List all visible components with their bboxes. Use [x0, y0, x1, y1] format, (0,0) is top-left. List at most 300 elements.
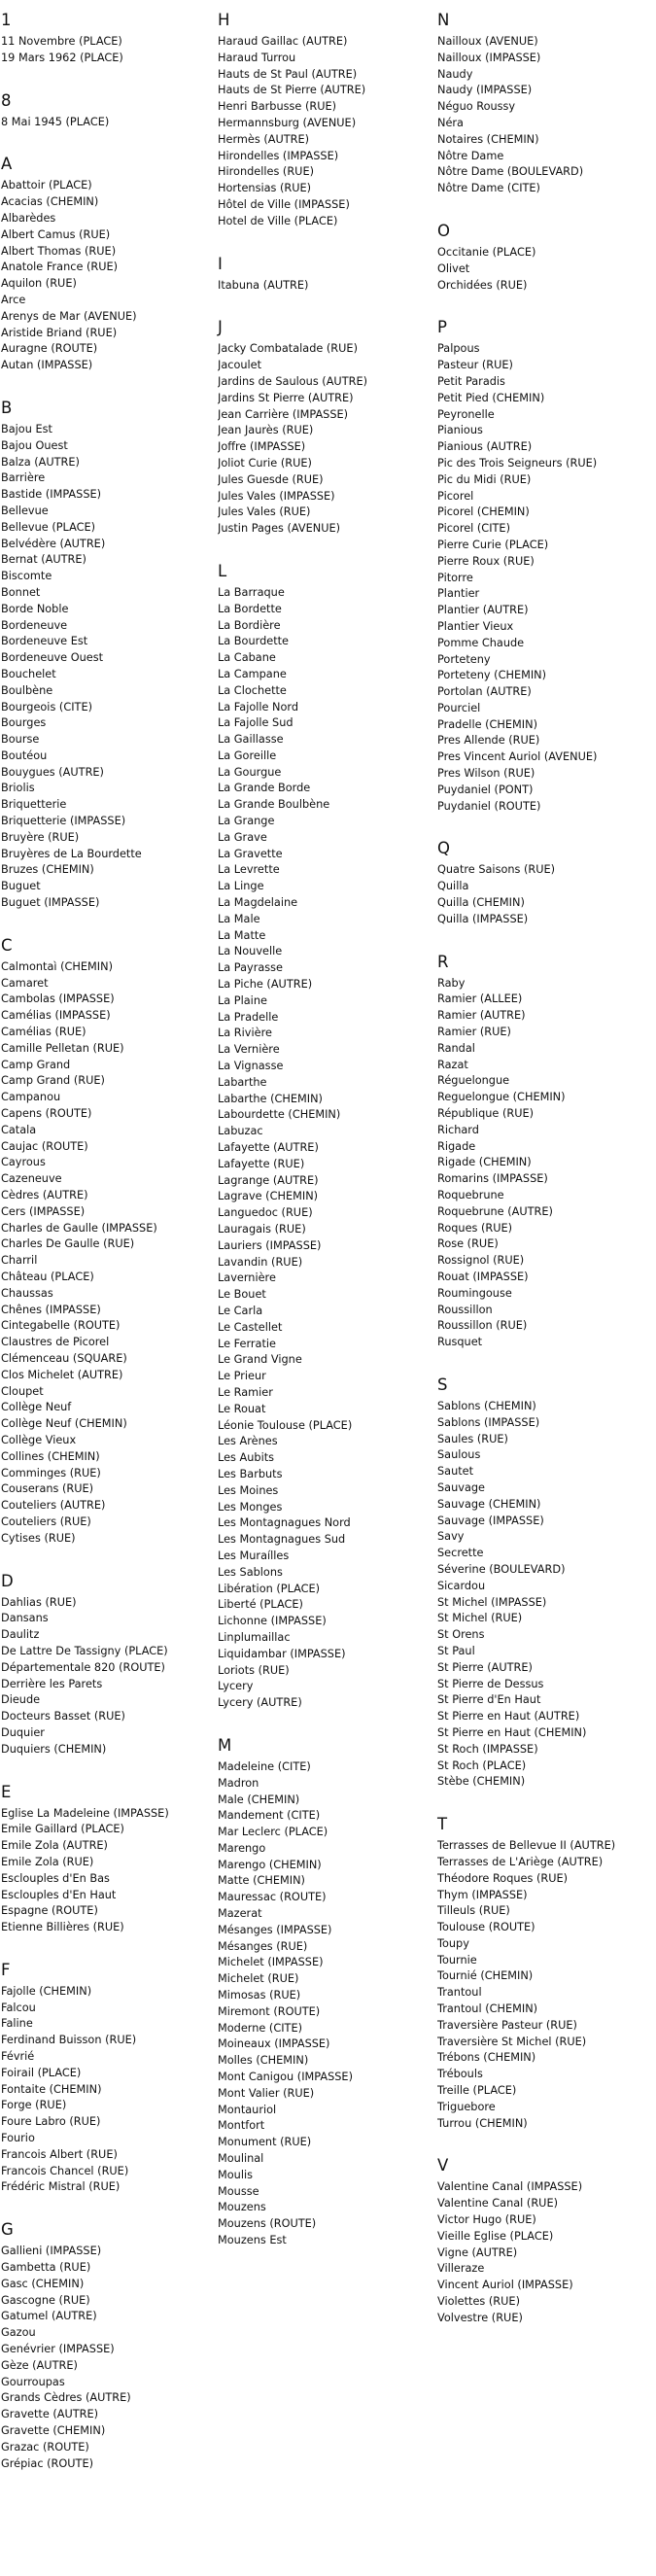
- street-entry: Pierre Curie (PLACE): [437, 538, 549, 551]
- letter-section: [437, 1375, 655, 1791]
- street-entry: Vigne (AUTRE): [437, 2245, 518, 2259]
- street-entry: Le Rouat: [218, 1402, 266, 1415]
- street-entry: Daulitz: [1, 1628, 40, 1642]
- street-entry: Charles de Gaulle (IMPASSE): [1, 1221, 157, 1235]
- street-entry: Bordeneuve Ouest: [1, 651, 104, 665]
- street-entry: Lauriers (IMPASSE): [218, 1238, 322, 1252]
- letter-section: [218, 1735, 432, 2249]
- street-entry: Caujac (ROUTE): [1, 1139, 88, 1153]
- street-entry: St Michel (IMPASSE): [437, 1595, 547, 1609]
- street-list: [218, 34, 432, 230]
- street-entry: Sautet: [437, 1465, 474, 1479]
- street-entry: Pres Wilson (RUE): [437, 767, 535, 781]
- street-entry: Michelet (IMPASSE): [218, 1956, 324, 1969]
- street-entry: Marengo (CHEMIN): [218, 1858, 322, 1871]
- street-entry: Francois Chancel (RUE): [1, 2164, 129, 2177]
- street-entry: Nôtre Dame (BOULEVARD): [437, 165, 584, 179]
- street-entry: Vincent Auriol (IMPASSE): [437, 2279, 573, 2292]
- street-entry: Rigade: [437, 1139, 476, 1153]
- street-entry: Gravette (AUTRE): [1, 2408, 99, 2421]
- street-entry: Lycery (AUTRE): [218, 1696, 302, 1710]
- street-entry: Nôtre Dame: [437, 149, 504, 162]
- street-entry: Boutéou: [1, 748, 48, 762]
- street-entry: Roquebrune (AUTRE): [437, 1204, 553, 1218]
- street-entry: Bourges: [1, 716, 47, 730]
- street-entry: Hirondelles (IMPASSE): [218, 149, 339, 162]
- street-entry: Picorel (CHEMIN): [437, 505, 530, 519]
- street-entry: Porteteny: [437, 652, 491, 666]
- street-entry: Gèze (AUTRE): [1, 2358, 78, 2372]
- street-entry: Puydaniel (PONT): [437, 783, 534, 796]
- street-entry: Saules (RUE): [437, 1432, 508, 1445]
- street-entry: Terrasses de Bellevue II (AUTRE): [437, 1839, 616, 1853]
- street-entry: Boulbène: [1, 683, 53, 697]
- street-entry: Gascogne (RUE): [1, 2293, 90, 2307]
- street-entry: Château (PLACE): [1, 1271, 94, 1283]
- street-entry: Abattoir (PLACE): [1, 179, 92, 192]
- section-letter-heading: R: [437, 952, 449, 971]
- street-entry: Male (CHEMIN): [218, 1793, 300, 1806]
- street-entry: La Cabane: [218, 651, 276, 665]
- street-entry: St Pierre d'En Haut: [437, 1693, 541, 1707]
- street-entry: Moineaux (IMPASSE): [218, 2037, 330, 2051]
- street-entry: La Piche (AUTRE): [218, 978, 313, 992]
- street-entry: Docteurs Basset (RUE): [1, 1710, 125, 1723]
- letter-section: [1, 935, 205, 1548]
- street-entry: La Campane: [218, 667, 287, 680]
- letter-section: [1, 398, 205, 912]
- section-letter-heading: O: [437, 221, 450, 240]
- street-entry: Théodore Roques (RUE): [437, 1871, 569, 1885]
- street-entry: Madeleine (CITE): [218, 1759, 311, 1773]
- street-entry: Madron: [218, 1776, 259, 1790]
- section-letter-heading: H: [218, 11, 230, 29]
- street-entry: Picorel (CITE): [437, 522, 510, 536]
- street-entry: Roquebrune: [437, 1189, 504, 1202]
- street-entry: La Nouvelle: [218, 945, 283, 958]
- street-entry: Ramier (AUTRE): [437, 1009, 526, 1023]
- index-column-2: [218, 10, 432, 2273]
- street-entry: Emile Zola (RUE): [1, 1855, 94, 1868]
- street-entry: Séverine (BOULEVARD): [437, 1562, 566, 1576]
- section-letter-heading: I: [218, 254, 223, 273]
- street-entry: Lafayette (RUE): [218, 1157, 305, 1170]
- street-entry: Sauvage (CHEMIN): [437, 1497, 541, 1511]
- letter-section: [218, 561, 432, 1712]
- street-entry: Libération (PLACE): [218, 1582, 321, 1595]
- street-entry: Mont Valier (RUE): [218, 2086, 315, 2100]
- street-entry: La Grave: [218, 830, 267, 844]
- street-entry: Hotel de Ville (PLACE): [218, 214, 338, 227]
- street-entry: Randal: [437, 1041, 475, 1055]
- street-entry: Mouzens (ROUTE): [218, 2217, 317, 2231]
- street-entry: La Linge: [218, 880, 264, 893]
- street-entry: Villeraze: [437, 2262, 485, 2276]
- letter-section: [1, 154, 205, 374]
- street-entry: Notaires (CHEMIN): [437, 132, 539, 146]
- street-entry: République (RUE): [437, 1107, 535, 1121]
- street-entry: Traversière Pasteur (RUE): [437, 2018, 577, 2032]
- street-entry: La Vignasse: [218, 1060, 284, 1073]
- street-entry: Monument (RUE): [218, 2136, 312, 2149]
- street-entry: Sauvage (IMPASSE): [437, 1514, 544, 1527]
- street-entry: Ramier (ALLEE): [437, 992, 523, 1006]
- street-entry: Jules Vales (RUE): [218, 505, 311, 519]
- street-entry: La Matte: [218, 928, 266, 942]
- letter-section: [1, 1960, 205, 2196]
- street-entry: Quilla: [437, 880, 469, 893]
- street-entry: Pic des Trois Seigneurs (RUE): [437, 456, 598, 470]
- street-entry: Puydaniel (ROUTE): [437, 799, 541, 813]
- street-entry: St Pierre (AUTRE): [437, 1660, 533, 1674]
- street-entry: Jardins de Saulous (AUTRE): [218, 374, 367, 388]
- street-entry: Sauvage: [437, 1480, 485, 1494]
- letter-section: [1, 10, 205, 67]
- street-entry: Pitorre: [437, 571, 473, 584]
- street-entry: Gravette (CHEMIN): [1, 2424, 106, 2438]
- street-entry: La Bordette: [218, 602, 282, 615]
- street-entry: 11 Novembre (PLACE): [1, 35, 122, 48]
- street-entry: Jules Guesde (RUE): [218, 472, 324, 486]
- street-entry: La Gravette: [218, 847, 283, 860]
- street-entry: Acacias (CHEMIN): [1, 195, 99, 209]
- street-entry: Les Aubits: [218, 1451, 275, 1465]
- street-entry: Petit Paradis: [437, 374, 505, 388]
- street-entry: Matte (CHEMIN): [218, 1874, 305, 1888]
- section-letter-heading: F: [1, 1960, 11, 1979]
- street-entry: La Plaine: [218, 993, 267, 1007]
- street-entry: Le Grand Vigne: [218, 1353, 302, 1367]
- street-entry: Lafayette (AUTRE): [218, 1141, 319, 1155]
- street-entry: St Pierre de Dessus: [437, 1677, 544, 1690]
- street-entry: Michelet (RUE): [218, 1972, 299, 1986]
- street-entry: Claustres de Picorel: [1, 1336, 110, 1349]
- street-entry: Trébons (CHEMIN): [437, 2051, 536, 2065]
- street-entry: Liberté (PLACE): [218, 1598, 303, 1612]
- street-entry: Hirondelles (RUE): [218, 165, 314, 179]
- street-entry: Ramier (RUE): [437, 1026, 511, 1039]
- street-entry: Labarthe: [218, 1075, 267, 1089]
- street-entry: Hauts de St Paul (AUTRE): [218, 67, 358, 81]
- street-entry: Mésanges (RUE): [218, 1939, 308, 1953]
- street-entry: 8 Mai 1945 (PLACE): [1, 115, 110, 128]
- street-entry: Fourio: [1, 2132, 35, 2145]
- street-entry: Cintegabelle (ROUTE): [1, 1319, 121, 1333]
- street-entry: Roussillon (RUE): [437, 1319, 528, 1333]
- street-entry: Réguelongue: [437, 1074, 510, 1088]
- street-list: [218, 585, 432, 1712]
- street-entry: Dahlias (RUE): [1, 1595, 77, 1609]
- street-entry: Montfort: [218, 2119, 265, 2133]
- street-entry: Jean Jaurès (RUE): [218, 424, 314, 437]
- street-entry: Mandement (CITE): [218, 1809, 321, 1823]
- street-entry: Justin Pages (AVENUE): [218, 522, 341, 536]
- street-entry: Clémenceau (SQUARE): [1, 1351, 127, 1365]
- street-entry: Cayrous: [1, 1156, 46, 1169]
- street-entry: Jacky Combatalade (RUE): [218, 342, 358, 356]
- street-entry: La Vernière: [218, 1043, 280, 1057]
- street-entry: St Michel (RUE): [437, 1612, 523, 1625]
- street-entry: Pourciel: [437, 701, 481, 714]
- street-entry: Jardins St Pierre (AUTRE): [218, 391, 354, 404]
- street-list: [1, 422, 205, 912]
- street-entry: Emile Gaillard (PLACE): [1, 1823, 124, 1836]
- street-entry: La Levrette: [218, 863, 280, 877]
- street-entry: Anatole France (RUE): [1, 261, 119, 274]
- street-entry: Lagrange (AUTRE): [218, 1173, 319, 1187]
- street-entry: Lycery: [218, 1680, 254, 1693]
- street-entry: Francois Albert (RUE): [1, 2147, 118, 2161]
- street-entry: St Orens: [437, 1628, 485, 1642]
- section-letter-heading: T: [437, 1815, 448, 1834]
- street-list: [1, 1806, 205, 1936]
- letter-section: [1, 90, 205, 131]
- section-letter-heading: 1: [1, 11, 12, 29]
- street-entry: Arce: [1, 293, 26, 306]
- street-entry: De Lattre De Tassigny (PLACE): [1, 1644, 168, 1657]
- street-entry: La Gaillasse: [218, 733, 284, 747]
- street-entry: Saulous: [437, 1448, 481, 1462]
- street-entry: Hermès (AUTRE): [218, 132, 310, 146]
- index-column-1: [1, 10, 205, 2495]
- street-entry: La Pradelle: [218, 1010, 279, 1024]
- street-entry: Bordeneuve: [1, 618, 68, 632]
- street-entry: La Fajolle Nord: [218, 700, 299, 714]
- street-entry: Néra: [437, 116, 464, 129]
- street-entry: Jules Vales (IMPASSE): [218, 489, 335, 503]
- street-entry: Briolis: [1, 782, 35, 795]
- street-entry: Mimosas (RUE): [218, 1989, 301, 2002]
- street-entry: Lavernière: [218, 1271, 276, 1285]
- street-entry: Mousse: [218, 2184, 259, 2198]
- street-entry: La Grande Boulbène: [218, 798, 330, 812]
- street-entry: La Barraque: [218, 585, 285, 599]
- street-entry: Porteteny (CHEMIN): [437, 669, 547, 682]
- street-entry: Bruzes (CHEMIN): [1, 863, 94, 877]
- street-entry: Rouat (IMPASSE): [437, 1271, 529, 1283]
- street-entry: Dieude: [1, 1693, 41, 1707]
- street-entry: Roussillon: [437, 1303, 493, 1316]
- street-entry: Naudy: [437, 67, 473, 81]
- letter-section: [437, 221, 655, 294]
- street-entry: Pianious (AUTRE): [437, 440, 533, 454]
- street-entry: Joffre (IMPASSE): [218, 440, 306, 454]
- section-letter-heading: Q: [437, 839, 450, 858]
- street-entry: Barrière: [1, 471, 46, 485]
- street-entry: Les Monges: [218, 1500, 283, 1514]
- street-entry: Miremont (ROUTE): [218, 2004, 321, 2018]
- street-entry: La Payrasse: [218, 961, 284, 975]
- street-entry: Ferdinand Buisson (RUE): [1, 2034, 137, 2047]
- letter-section: [437, 1814, 655, 2132]
- street-entry: Trantoul: [437, 1986, 482, 2000]
- street-entry: Collège Vieux: [1, 1433, 77, 1446]
- street-list: [218, 1759, 432, 2249]
- street-entry: Valentine Canal (IMPASSE): [437, 2180, 583, 2194]
- section-letter-heading: L: [218, 561, 227, 580]
- street-entry: Balza (AUTRE): [1, 455, 80, 469]
- street-entry: Linplumaillac: [218, 1630, 291, 1644]
- street-list: [437, 34, 655, 197]
- street-entry: Eglise La Madeleine (IMPASSE): [1, 1806, 169, 1820]
- street-entry: Aquilon (RUE): [1, 277, 77, 291]
- street-entry: Bouchelet: [1, 667, 56, 680]
- street-entry: Pianious: [437, 424, 483, 437]
- street-entry: St Pierre en Haut (AUTRE): [437, 1710, 580, 1723]
- street-entry: Belvédère (AUTRE): [1, 537, 106, 550]
- street-entry: Bordeneuve Est: [1, 635, 88, 648]
- street-entry: Nailloux (IMPASSE): [437, 51, 541, 64]
- letter-section: [437, 838, 655, 927]
- street-entry: Bajou Est: [1, 422, 52, 435]
- street-entry: Départementale 820 (ROUTE): [1, 1660, 165, 1674]
- street-entry: Petit Pied (CHEMIN): [437, 391, 545, 404]
- street-entry: Camélias (RUE): [1, 1026, 86, 1039]
- letter-section: [437, 2155, 655, 2326]
- street-entry: Léonie Toulouse (PLACE): [218, 1418, 353, 1432]
- street-entry: Bonnet: [1, 585, 41, 599]
- street-entry: La Clochette: [218, 683, 287, 697]
- street-entry: Valentine Canal (RUE): [437, 2197, 558, 2210]
- letter-section: [218, 317, 432, 538]
- street-entry: Toupy: [437, 1936, 469, 1950]
- street-entry: Roumingouse: [437, 1286, 512, 1300]
- street-entry: Quatre Saisons (RUE): [437, 863, 556, 877]
- street-entry: Cloupet: [1, 1384, 44, 1398]
- street-entry: Buguet: [1, 880, 41, 893]
- letter-section: [437, 10, 655, 197]
- street-entry: Capens (ROUTE): [1, 1107, 92, 1121]
- street-entry: Esclouples d'En Bas: [1, 1871, 110, 1885]
- street-entry: Cers (IMPASSE): [1, 1204, 86, 1218]
- letter-section: [218, 10, 432, 230]
- street-entry: Chênes (IMPASSE): [1, 1303, 101, 1316]
- street-entry: Hauts de St Pierre (AUTRE): [218, 84, 366, 97]
- street-entry: Fajolle (CHEMIN): [1, 1984, 92, 1998]
- street-entry: La Goreille: [218, 748, 277, 762]
- street-entry: Pradelle (CHEMIN): [437, 717, 537, 731]
- street-entry: Itabuna (AUTRE): [218, 278, 309, 292]
- street-entry: St Paul: [437, 1644, 475, 1657]
- street-entry: Razat: [437, 1058, 468, 1071]
- street-list: [437, 976, 655, 1351]
- street-entry: Lagrave (CHEMIN): [218, 1190, 319, 1203]
- street-entry: Sablons (CHEMIN): [437, 1399, 536, 1412]
- street-list: [1, 2244, 205, 2472]
- street-entry: Labuzac: [218, 1125, 263, 1138]
- street-entry: Mésanges (IMPASSE): [218, 1923, 332, 1936]
- letter-section: [437, 317, 655, 815]
- street-list: [1, 959, 205, 1548]
- street-entry: St Roch (IMPASSE): [437, 1742, 538, 1756]
- street-entry: Briquetterie: [1, 798, 67, 812]
- street-entry: Charril: [1, 1254, 38, 1268]
- street-entry: Trantoul (CHEMIN): [437, 2002, 538, 2016]
- street-entry: Mouzens Est: [218, 2234, 287, 2247]
- street-entry: Les Montagnagues Sud: [218, 1533, 346, 1547]
- street-entry: Bourse: [1, 733, 40, 747]
- street-entry: Borde Noble: [1, 602, 69, 615]
- street-entry: Joliot Curie (RUE): [218, 456, 312, 470]
- street-entry: Collège Neuf (CHEMIN): [1, 1417, 127, 1431]
- street-entry: La Gourgue: [218, 765, 282, 779]
- street-entry: Camp Grand (RUE): [1, 1074, 105, 1088]
- street-entry: Bruyères de La Bourdette: [1, 847, 142, 860]
- street-entry: La Grange: [218, 815, 275, 828]
- street-entry: Fontaite (CHEMIN): [1, 2082, 102, 2096]
- street-entry: Les Muraílles: [218, 1549, 290, 1562]
- street-entry: Reguelongue (CHEMIN): [437, 1091, 566, 1104]
- street-entry: Toulouse (ROUTE): [437, 1921, 535, 1934]
- section-letter-heading: N: [437, 11, 450, 29]
- street-list: [437, 2179, 655, 2326]
- street-entry: Bastide (IMPASSE): [1, 488, 102, 502]
- street-entry: Couteliers (AUTRE): [1, 1499, 106, 1513]
- street-entry: Plantier (AUTRE): [437, 604, 529, 617]
- street-entry: Haraud Turrou: [218, 51, 296, 64]
- street-entry: Auragne (ROUTE): [1, 342, 98, 356]
- street-entry: Gatumel (AUTRE): [1, 2310, 97, 2323]
- letter-section: [1, 1782, 205, 1936]
- street-entry: Falcou: [1, 2001, 36, 2014]
- street-entry: Grépiac (ROUTE): [1, 2456, 93, 2470]
- street-entry: Mazerat: [218, 1907, 262, 1921]
- street-list: [1, 34, 205, 67]
- street-entry: Jean Carrière (IMPASSE): [218, 407, 349, 421]
- street-entry: Pasteur (RUE): [437, 359, 513, 372]
- street-entry: Grands Cèdres (AUTRE): [1, 2391, 131, 2405]
- street-entry: La Male: [218, 912, 260, 925]
- street-entry: Bourgeois (CITE): [1, 700, 92, 714]
- street-entry: Jacoulet: [218, 359, 262, 372]
- street-entry: St Pierre en Haut (CHEMIN): [437, 1725, 587, 1739]
- street-entry: Olivet: [437, 261, 470, 275]
- street-entry: Thym (IMPASSE): [437, 1888, 528, 1901]
- street-list: [218, 278, 432, 295]
- street-entry: Cazeneuve: [1, 1172, 62, 1186]
- street-entry: Hortensias (RUE): [218, 182, 312, 195]
- street-entry: Cèdres (AUTRE): [1, 1189, 88, 1202]
- street-entry: Foure Labro (RUE): [1, 2115, 101, 2129]
- section-letter-heading: M: [218, 1735, 232, 1755]
- street-entry: Nôtre Dame (CITE): [437, 182, 540, 195]
- street-entry: Bernat (AUTRE): [1, 553, 86, 567]
- street-entry: Rusquet: [437, 1336, 483, 1349]
- street-entry: Pres Vincent Auriol (AVENUE): [437, 750, 598, 764]
- street-entry: Pic du Midi (RUE): [437, 472, 532, 486]
- street-list: [437, 1399, 655, 1791]
- street-entry: St Roch (PLACE): [437, 1758, 527, 1772]
- section-letter-heading: V: [437, 2156, 449, 2176]
- letter-section: [218, 254, 432, 295]
- street-entry: Tournie: [437, 1953, 477, 1967]
- street-entry: Montauriol: [218, 2103, 277, 2116]
- letter-section: [437, 952, 655, 1351]
- street-entry: Gasc (CHEMIN): [1, 2277, 85, 2290]
- street-entry: Pres Allende (RUE): [437, 734, 540, 748]
- street-list: [437, 862, 655, 927]
- street-entry: Emile Zola (AUTRE): [1, 1839, 108, 1853]
- street-entry: La Magdelaine: [218, 896, 298, 910]
- street-entry: Faline: [1, 2017, 33, 2031]
- street-entry: Esclouples d'En Haut: [1, 1888, 117, 1901]
- street-entry: Frédéric Mistral (RUE): [1, 2180, 121, 2194]
- street-entry: Néguo Roussy: [437, 100, 516, 114]
- street-list: [437, 245, 655, 294]
- street-entry: Espagne (ROUTE): [1, 1904, 98, 1918]
- street-entry: Rose (RUE): [437, 1237, 499, 1251]
- street-entry: Bajou Ouest: [1, 438, 68, 452]
